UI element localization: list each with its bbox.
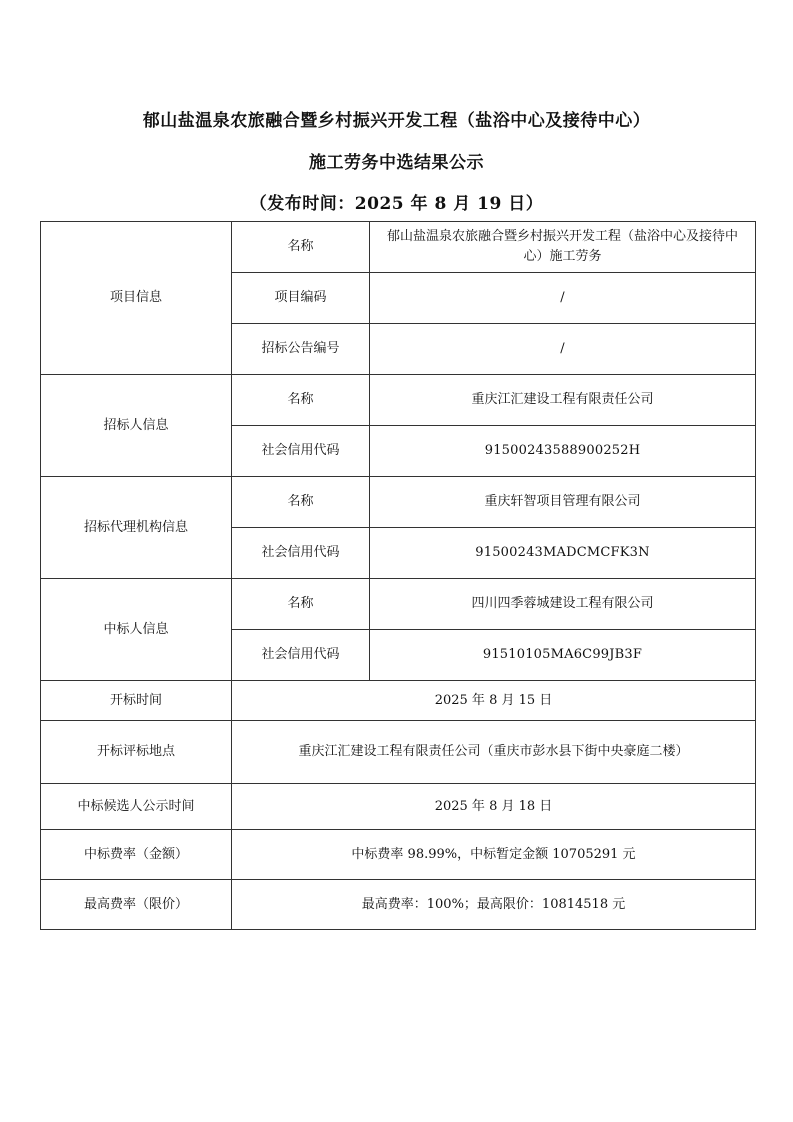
tenderer-info-group: 招标人信息 (41, 375, 232, 477)
table-row (41, 477, 756, 528)
tenderer-credit-value: 91500243588900252H (370, 426, 756, 477)
table-row (41, 880, 756, 930)
result-table (40, 221, 756, 930)
project-name-label: 名称 (232, 222, 370, 273)
table-row (41, 681, 756, 721)
tenderer-credit-label: 社会信用代码 (232, 426, 370, 477)
table-row (41, 721, 756, 784)
winning-rate-label: 中标费率（金额） (41, 830, 232, 880)
bid-opening-time-label: 开标时间 (41, 681, 232, 721)
notice-number-value: / (370, 324, 756, 375)
table-row (41, 222, 756, 273)
table-row (41, 830, 756, 880)
project-code-value: / (370, 273, 756, 324)
tenderer-name-label: 名称 (232, 375, 370, 426)
project-code-label: 项目编码 (232, 273, 370, 324)
agency-name-label: 名称 (232, 477, 370, 528)
agency-credit-value: 91500243MADCMCFK3N (370, 528, 756, 579)
bid-location-value: 重庆江汇建设工程有限责任公司（重庆市彭水县下街中央豪庭二楼） (232, 721, 756, 784)
winning-rate-value: 中标费率 98.99%，中标暂定金额 10705291 元 (232, 830, 756, 880)
tenderer-name-value: 重庆江汇建设工程有限责任公司 (370, 375, 756, 426)
table-row (41, 375, 756, 426)
bid-opening-time-value: 2025 年 8 月 15 日 (232, 681, 756, 721)
publish-date: （发布时间：2025 年 8 月 19 日） (249, 194, 544, 214)
agency-name-value: 重庆轩智项目管理有限公司 (370, 477, 756, 528)
winner-name-label: 名称 (232, 579, 370, 630)
max-rate-value: 最高费率：100%；最高限价：10814518 元 (232, 880, 756, 930)
agency-credit-label: 社会信用代码 (232, 528, 370, 579)
winner-name-value: 四川四季蓉城建设工程有限公司 (370, 579, 756, 630)
winner-credit-value: 91510105MA6C99JB3F (370, 630, 756, 681)
document-title: 郁山盐温泉农旅融合暨乡村振兴开发工程（盐浴中心及接待中心） (142, 111, 651, 131)
table-row (41, 784, 756, 830)
max-rate-label: 最高费率（限价） (41, 880, 232, 930)
table-row (41, 579, 756, 630)
bid-location-label: 开标评标地点 (41, 721, 232, 784)
document-subtitle: 施工劳务中选结果公示 (309, 153, 484, 173)
notice-number-label: 招标公告编号 (232, 324, 370, 375)
project-info-group: 项目信息 (41, 222, 232, 375)
winner-credit-label: 社会信用代码 (232, 630, 370, 681)
agency-info-group: 招标代理机构信息 (41, 477, 232, 579)
publicity-time-value: 2025 年 8 月 18 日 (232, 784, 756, 830)
project-name-value: 郁山盐温泉农旅融合暨乡村振兴开发工程（盐浴中心及接待中心）施工劳务 (370, 222, 756, 273)
winner-info-group: 中标人信息 (41, 579, 232, 681)
publicity-time-label: 中标候选人公示时间 (41, 784, 232, 830)
